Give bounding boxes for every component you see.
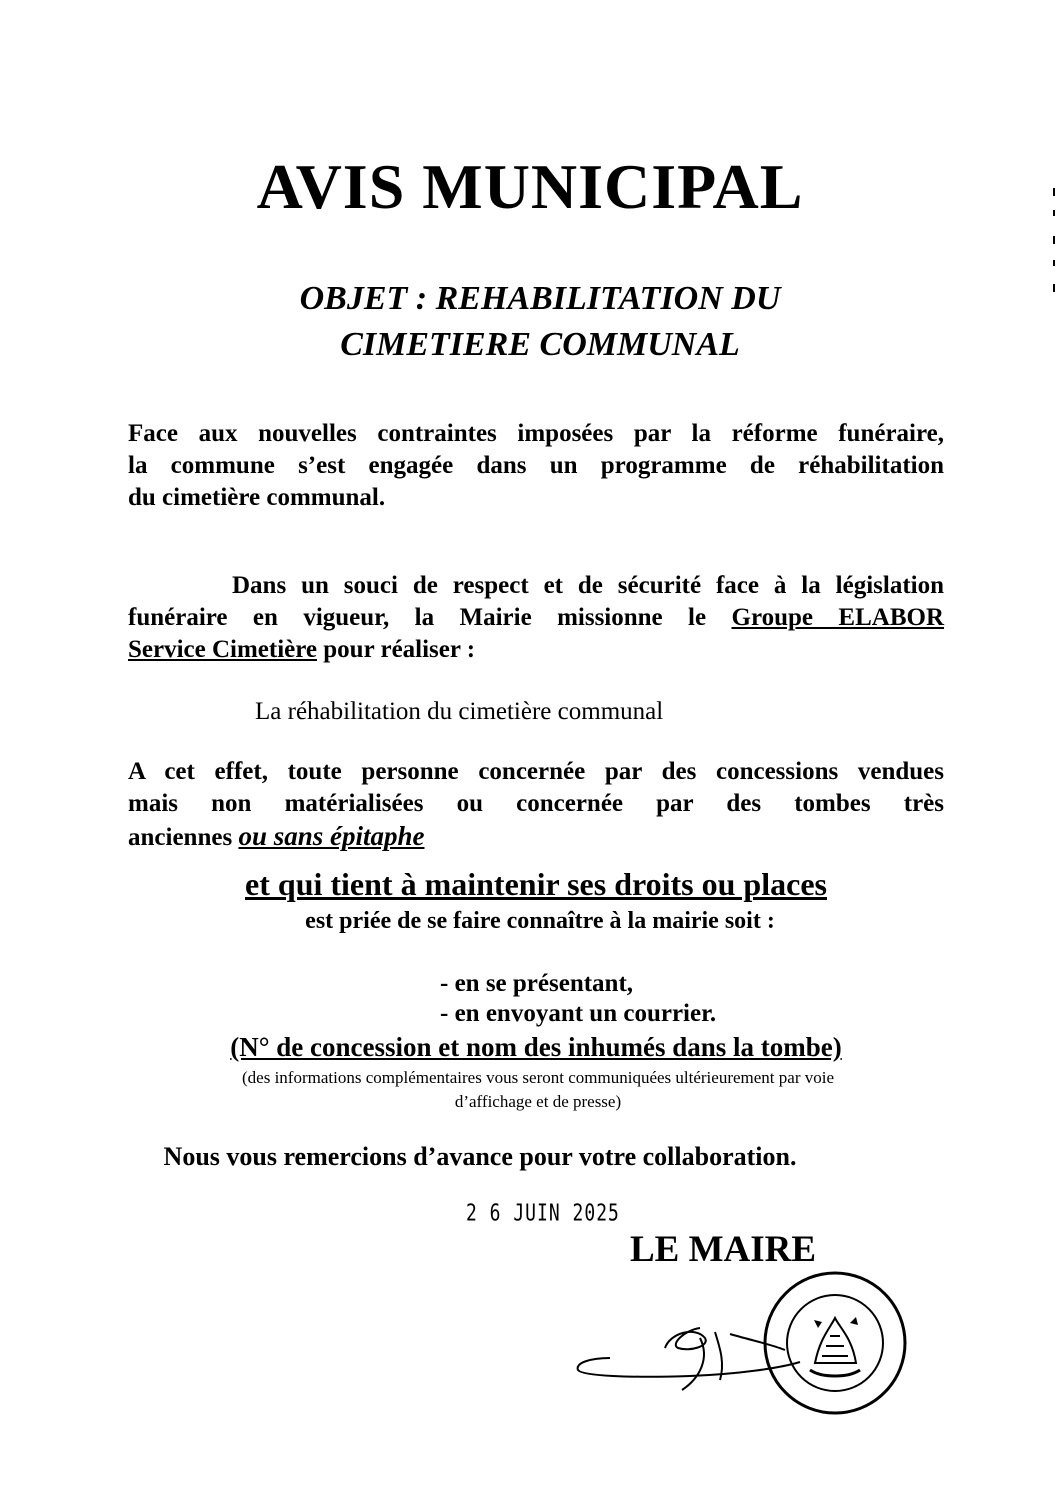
intro-paragraph (128, 418, 944, 514)
mission-paragraph (128, 570, 944, 666)
effect-line-3-text: anciennes (128, 824, 239, 851)
page-title: AVIS MUNICIPAL (256, 151, 804, 222)
thanks-line: Nous vous remercions d’avance pour votre collaboration. (163, 1142, 797, 1171)
notice-object (0, 276, 1060, 368)
scan-edge-marks (1053, 188, 1056, 298)
mission-line-3 (128, 634, 944, 666)
service-name-link: Service Cimetière (128, 636, 318, 663)
mission-line-2 (128, 602, 944, 634)
option-present: - en se présentant, (440, 970, 634, 997)
intro-line-1: Face aux nouvelles contraintes imposées par la réforme funéraire, (128, 420, 944, 447)
note-paragraph (130, 1066, 946, 1114)
effect-line-2: mais non matérialisées ou concernée par des tombes très (128, 790, 944, 817)
effect-line-3 (128, 820, 944, 854)
rights-heading: et qui tient à maintenir ses droits ou places (245, 866, 827, 902)
mission-line-1: Dans un souci de respect et de sécurité face à la législation (232, 572, 944, 599)
intro-line-3: du cimetière communal. (128, 484, 386, 511)
signatory-title: LE MAIRE (630, 1229, 817, 1270)
object-line-1: OBJET : REHABILITATION DU (299, 280, 781, 317)
mayor-seal-icon (760, 1268, 910, 1418)
mission-line-2-text: funéraire en vigueur, la Mairie missionne le (128, 604, 732, 631)
purpose-line (255, 696, 955, 728)
object-line-2: CIMETIERE COMMUNAL (340, 326, 740, 363)
note-line-1: (des informations complémentaires vous seront communiquées ultérieurement par voie (242, 1068, 834, 1087)
date-stamp: 2 6 JUIN 2025 (466, 1199, 620, 1228)
company-name-link: Groupe ELABOR (731, 604, 944, 631)
mission-line-3-text: pour réaliser : (317, 636, 476, 663)
purpose-text: La réhabilitation du cimetière communal (255, 698, 664, 725)
intro-line-2: la commune s’est engagée dans un programme de réhabilitation (128, 452, 944, 479)
note-line-2: d’affichage et de presse) (454, 1092, 622, 1111)
option-mail: - en envoyant un courrier. (440, 1000, 717, 1027)
epitaph-emphasis: ou sans épitaphe (238, 821, 425, 851)
effect-line-1: A cet effet, toute personne concernée par des concessions vendues (128, 758, 944, 785)
details-line: (N° de concession et nom des inhumés dans la tombe) (230, 1032, 842, 1062)
request-line: est priée de se faire connaître à la mairie soit : (305, 908, 775, 934)
effect-paragraph (128, 756, 944, 854)
